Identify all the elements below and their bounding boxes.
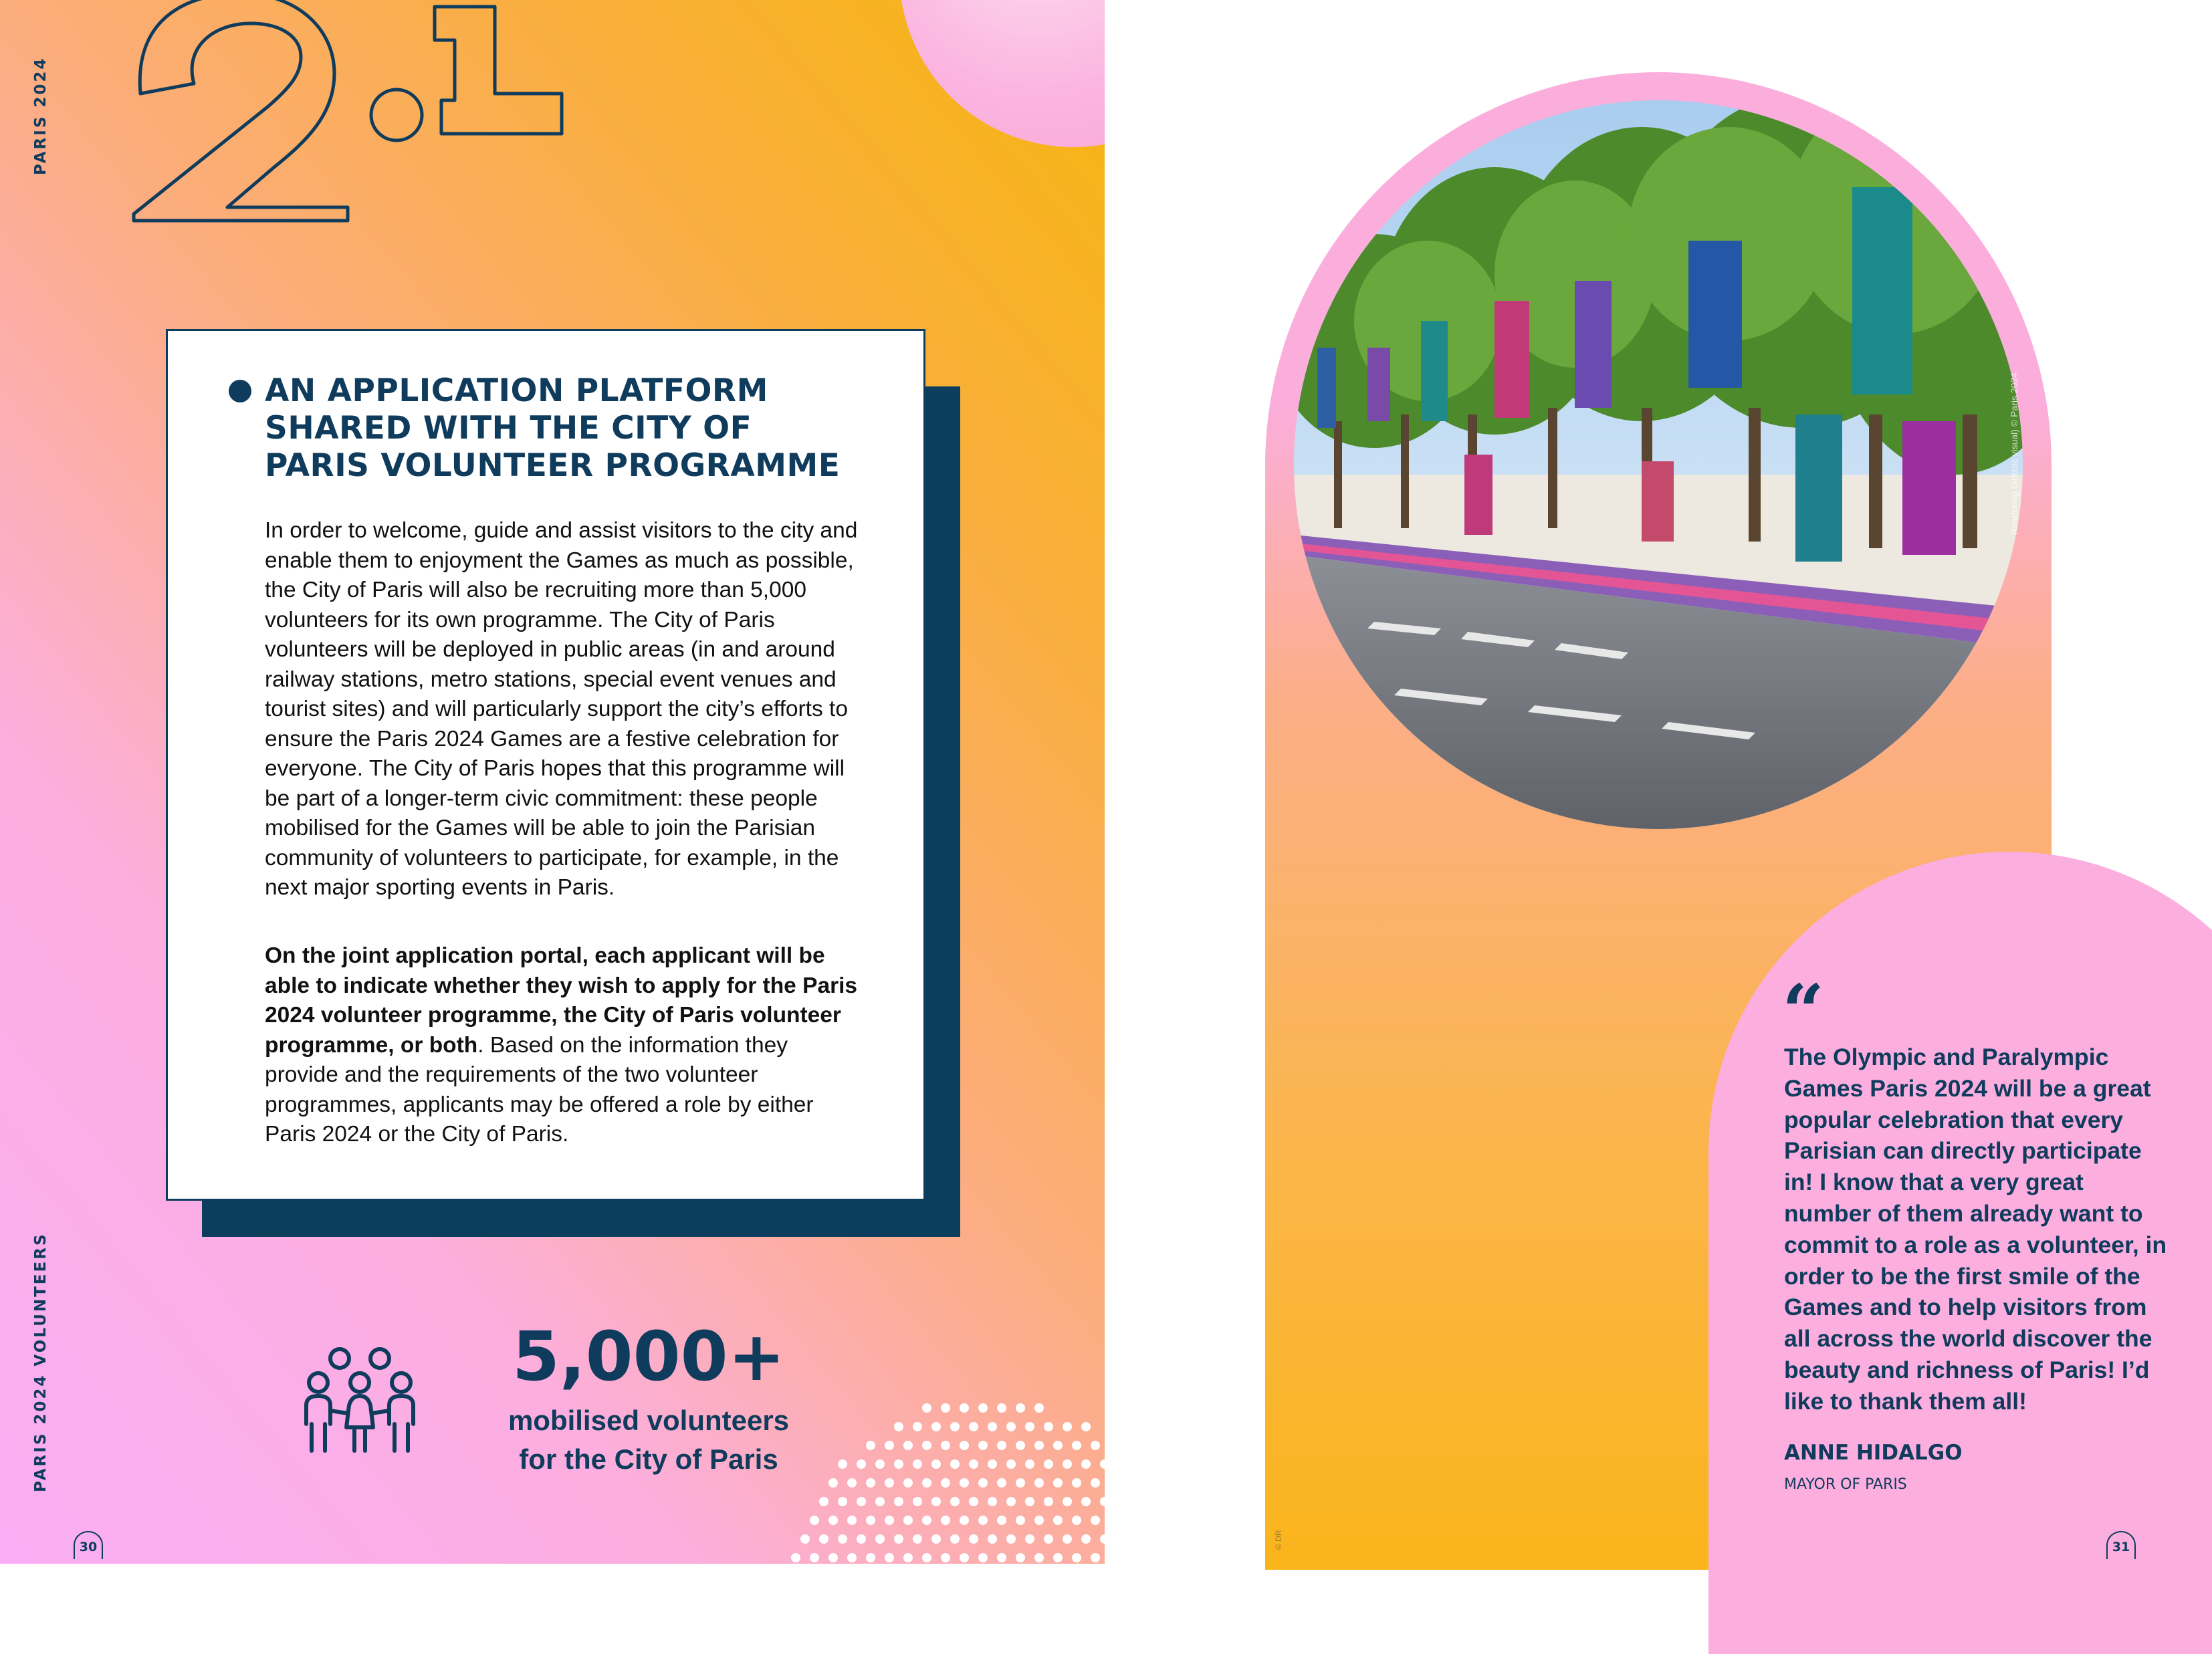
pattern-dot	[894, 1534, 903, 1544]
stat-caption	[468, 1401, 829, 1479]
pattern-dot	[885, 1441, 894, 1450]
pattern-dot	[1100, 1534, 1105, 1544]
pattern-dot	[913, 1422, 922, 1431]
pattern-dot	[791, 1553, 800, 1562]
pattern-dot	[903, 1516, 913, 1525]
running-head-bottom: PARIS 2024 VOLUNTEERS	[32, 1232, 49, 1492]
pattern-dot	[941, 1553, 950, 1562]
pattern-dot	[969, 1422, 978, 1431]
pattern-dot	[1053, 1553, 1063, 1562]
pattern-dot	[1100, 1459, 1105, 1469]
pattern-dot	[875, 1459, 885, 1469]
pattern-dot	[866, 1516, 875, 1525]
pattern-dot	[960, 1516, 969, 1525]
pattern-dot	[885, 1553, 894, 1562]
pattern-dot	[988, 1422, 997, 1431]
pattern-dot	[828, 1478, 838, 1488]
pattern-dot	[969, 1497, 978, 1506]
pattern-dot	[960, 1403, 969, 1413]
pattern-dot	[913, 1497, 922, 1506]
pattern-dot	[931, 1497, 941, 1506]
pattern-dot	[828, 1553, 838, 1562]
pattern-dot	[997, 1553, 1006, 1562]
pattern-dot	[800, 1534, 810, 1544]
pattern-dot	[1006, 1459, 1016, 1469]
pattern-dot	[1016, 1403, 1025, 1413]
pattern-dot	[997, 1441, 1006, 1450]
pattern-dot	[819, 1497, 828, 1506]
bullet-dot-icon	[229, 380, 251, 402]
pattern-dot	[913, 1459, 922, 1469]
pattern-dot	[810, 1516, 819, 1525]
pattern-dot	[1072, 1516, 1081, 1525]
pattern-dot	[1006, 1497, 1016, 1506]
pattern-dot	[1025, 1422, 1034, 1431]
pattern-dot	[838, 1534, 847, 1544]
stat-caption-line2: for the City of Paris	[519, 1443, 778, 1475]
pattern-dot	[997, 1516, 1006, 1525]
pattern-dot	[922, 1403, 931, 1413]
pattern-dot	[1016, 1441, 1025, 1450]
quote-mark-icon: “	[1782, 968, 1825, 1054]
section-number-outline	[120, 0, 588, 247]
pattern-dot	[885, 1516, 894, 1525]
running-head-top: PARIS 2024	[32, 56, 49, 175]
pattern-dot	[922, 1478, 931, 1488]
pattern-dot	[1063, 1497, 1072, 1506]
pattern-dot	[978, 1478, 988, 1488]
pattern-dot	[1034, 1403, 1044, 1413]
pattern-dot	[978, 1553, 988, 1562]
pattern-dot	[1034, 1441, 1044, 1450]
pattern-dot	[1081, 1459, 1091, 1469]
pattern-dot	[810, 1553, 819, 1562]
dot-pattern-decoration	[789, 1377, 1105, 1564]
pattern-dot	[1006, 1422, 1016, 1431]
pattern-dot	[931, 1534, 941, 1544]
pattern-dot	[903, 1441, 913, 1450]
pattern-dot	[1081, 1497, 1091, 1506]
quote-author: ANNE HIDALGO	[1784, 1441, 1963, 1465]
pattern-dot	[922, 1553, 931, 1562]
pattern-dot	[960, 1553, 969, 1562]
page-number-left: 30	[74, 1531, 103, 1559]
pattern-dot	[1063, 1422, 1072, 1431]
pattern-dot	[1025, 1534, 1034, 1544]
pattern-dot	[847, 1478, 857, 1488]
pattern-dot	[819, 1534, 828, 1544]
pattern-dot	[1034, 1553, 1044, 1562]
pattern-dot	[894, 1459, 903, 1469]
pattern-dot	[1081, 1534, 1091, 1544]
pattern-dot	[838, 1497, 847, 1506]
pattern-dot	[997, 1403, 1006, 1413]
pattern-dot	[903, 1553, 913, 1562]
pattern-dot	[941, 1478, 950, 1488]
pattern-dot	[1091, 1516, 1100, 1525]
pattern-dot	[1016, 1516, 1025, 1525]
card-body-paragraph: In order to welcome, guide and assist visitors to the city and enable them to enjoyment the Games as much as possible, the City of Paris will also be recruiting more than 5,000 volunteers for its own programme. The City of Paris volunteers will be deployed in public areas (in and around railway stations, metro stations, special event venues and tourist sites) and will particularly support the city’s efforts to ensure the Paris 2024 Games are a festive celebration for everyone. The City of Paris hopes that this programme will be part of a longer-term civic commitment: these people mobilised for the Games will be able to join the Parisian community of volunteers to participate, for example, in the next major sporting events in Paris.	[265, 518, 858, 900]
pattern-dot	[1053, 1478, 1063, 1488]
pattern-dot	[988, 1459, 997, 1469]
pattern-dot	[922, 1441, 931, 1450]
pink-sphere-decoration	[899, 0, 1105, 147]
pattern-dot	[988, 1497, 997, 1506]
pattern-dot	[894, 1497, 903, 1506]
pattern-dot	[978, 1403, 988, 1413]
pattern-dot	[969, 1459, 978, 1469]
pattern-dot	[1006, 1534, 1016, 1544]
pattern-dot	[903, 1478, 913, 1488]
street-banners-photo	[1294, 100, 2023, 829]
pattern-dot	[922, 1516, 931, 1525]
pattern-dot	[1053, 1441, 1063, 1450]
pattern-dot	[1044, 1497, 1053, 1506]
pattern-dot	[857, 1497, 866, 1506]
page-number-right: 31	[2106, 1531, 2136, 1559]
pattern-dot	[978, 1516, 988, 1525]
pattern-dot	[1091, 1478, 1100, 1488]
card-heading: AN APPLICATION PLATFORM SHARED WITH THE CITY OF PARIS VOLUNTEER PROGRAMME	[265, 372, 841, 484]
pattern-dot	[838, 1459, 847, 1469]
pattern-dot	[1053, 1516, 1063, 1525]
pattern-dot	[1072, 1553, 1081, 1562]
pattern-dot	[894, 1422, 903, 1431]
card-body-paragraph-2	[265, 941, 867, 1150]
pattern-dot	[885, 1478, 894, 1488]
pattern-dot	[1091, 1441, 1100, 1450]
pattern-dot	[828, 1516, 838, 1525]
pattern-dot	[978, 1441, 988, 1450]
pattern-dot	[931, 1422, 941, 1431]
photo-credit: Rendering (artistic visual) © Paris 2024	[2009, 372, 2019, 535]
pattern-dot	[988, 1534, 997, 1544]
pattern-dot	[1016, 1553, 1025, 1562]
pattern-dot	[857, 1534, 866, 1544]
stat-caption-line1: mobilised volunteers	[508, 1405, 790, 1436]
photo-credit-small: © DR	[1274, 1530, 1283, 1550]
pattern-dot	[969, 1534, 978, 1544]
pattern-dot	[847, 1516, 857, 1525]
pattern-dot	[1025, 1497, 1034, 1506]
pattern-dot	[866, 1553, 875, 1562]
pattern-dot	[931, 1459, 941, 1469]
pattern-dot	[950, 1497, 960, 1506]
pattern-dot	[997, 1478, 1006, 1488]
pattern-dot	[1081, 1422, 1091, 1431]
pattern-dot	[847, 1553, 857, 1562]
stat-number: 5,000+	[512, 1317, 786, 1397]
pattern-dot	[960, 1478, 969, 1488]
pattern-dot	[960, 1441, 969, 1450]
card-body-rest-text: . Based on the information they provide and the requirements of the two volunteer programmes, applicants may be offered a role by either Paris 2024 or the City of Paris.	[265, 1032, 814, 1147]
left-page	[0, 0, 1105, 1564]
card-body-bold-text: On the joint application portal, each applicant will be able to indicate whether they wish to apply for the Paris 2024 volunteer programme, the City of Paris volunteer programme, or both	[265, 943, 858, 1058]
pattern-dot	[1016, 1478, 1025, 1488]
pattern-dot	[1034, 1516, 1044, 1525]
pattern-dot	[950, 1534, 960, 1544]
pattern-dot	[941, 1441, 950, 1450]
pattern-dot	[1044, 1459, 1053, 1469]
quote-author-role: MAYOR OF PARIS	[1784, 1476, 1907, 1493]
pattern-dot	[1063, 1459, 1072, 1469]
pattern-dot	[1034, 1478, 1044, 1488]
pattern-dot	[1044, 1534, 1053, 1544]
pattern-dot	[857, 1459, 866, 1469]
pattern-dot	[1063, 1534, 1072, 1544]
pattern-dot	[1072, 1441, 1081, 1450]
pattern-dot	[913, 1534, 922, 1544]
people-group-icon	[300, 1344, 420, 1457]
pattern-dot	[941, 1403, 950, 1413]
pattern-dot	[1025, 1459, 1034, 1469]
pattern-dot	[950, 1422, 960, 1431]
quote-text: The Olympic and Paralympic Games Paris 2024 will be a great popular celebration that every Parisian can directly participate in! I know that a very great number of them already want to commit to a role as a volunteer, in order to be the first smile of the Games and to help visitors from all across the world discover the beauty and richness of Paris! I’d like to thank them all!	[1784, 1044, 2167, 1415]
pattern-dot	[1100, 1497, 1105, 1506]
pattern-dot	[1044, 1422, 1053, 1431]
pattern-dot	[875, 1534, 885, 1544]
pattern-dot	[941, 1516, 950, 1525]
pattern-dot	[875, 1497, 885, 1506]
pattern-dot	[950, 1459, 960, 1469]
pattern-dot	[1091, 1553, 1100, 1562]
pattern-dot	[866, 1441, 875, 1450]
pattern-dot	[1072, 1478, 1081, 1488]
pattern-dot	[866, 1478, 875, 1488]
